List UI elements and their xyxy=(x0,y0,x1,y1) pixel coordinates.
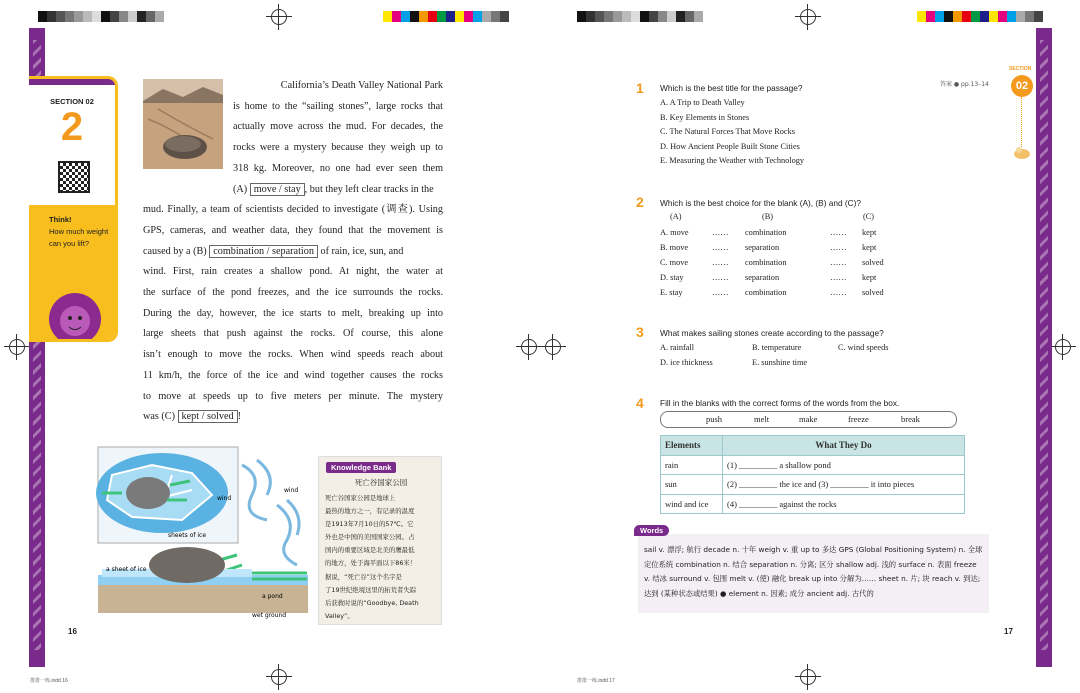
color-bar xyxy=(38,11,164,22)
passage-text: caused by a (B) xyxy=(143,245,207,257)
q2-cell: combination xyxy=(745,257,787,267)
badge-label: SECTION xyxy=(1009,66,1032,72)
cup-icon xyxy=(1012,144,1032,160)
q2-option[interactable]: E. stay xyxy=(660,287,683,297)
q1-option-d[interactable]: D. How Ancient People Built Stone Cities xyxy=(660,141,800,151)
q2-option[interactable]: A. move xyxy=(660,228,689,237)
passage-text: was (C) xyxy=(143,411,175,423)
label-sheets: sheets of ice xyxy=(168,532,207,539)
q2-cell: solved xyxy=(862,287,884,297)
kb-line: 外也是中国的美国国家公园。占 xyxy=(325,533,415,542)
q2-cell: kept xyxy=(862,228,877,237)
blank-b: combination / separation xyxy=(209,245,318,258)
word-melt: melt xyxy=(754,414,770,424)
passage-text: ! xyxy=(237,411,241,423)
passage-line: California’s Death Valley National Park xyxy=(280,80,443,91)
q1-option-c[interactable]: C. The Natural Forces That Move Rocks xyxy=(660,127,795,137)
label-wind-1: wind xyxy=(217,495,232,502)
q1-text: Which is the best title for the passage? xyxy=(660,83,803,93)
q2-cell: …… xyxy=(712,228,729,237)
kb-line: 据说，“死亡谷”这个名字是 xyxy=(325,572,402,581)
word-freeze: freeze xyxy=(848,414,869,424)
passage-line: GPS, cameras, and weather data, they found that the movement is xyxy=(143,224,443,236)
q2-cell: …… xyxy=(712,257,729,267)
label-pond: a pond xyxy=(262,593,283,600)
word-make: make xyxy=(799,414,818,424)
passage-line: mud. Finally, a team of scientists decided to investigate (调查). Using xyxy=(143,204,443,216)
words-box xyxy=(638,534,989,613)
q2-cell: …… xyxy=(830,242,847,252)
ice-diagram xyxy=(92,445,314,625)
reading-passage xyxy=(143,76,443,428)
word-push: push xyxy=(706,414,723,424)
section-tab xyxy=(29,76,118,342)
q3-option-a[interactable]: A. rainfall xyxy=(660,343,695,352)
q2-cell: solved xyxy=(862,257,884,267)
registration-mark xyxy=(266,4,292,30)
passage-line: 318 kg. Moreover, no one had ever seen them xyxy=(233,162,443,174)
footer-left: 排排一练.indd 16 xyxy=(30,678,68,684)
q2-option[interactable]: B. move xyxy=(660,242,689,252)
passage-line: During the day, however, the ice starts to melt, breaking up into xyxy=(143,307,443,319)
passage-line xyxy=(143,242,443,263)
passage-line: large sheets that push against the rocks. Of course, this alone xyxy=(143,328,443,340)
registration-mark xyxy=(795,4,821,30)
kb-line: 了19世纪绝境这里的拓荒者失踪 xyxy=(325,585,417,594)
word-break: break xyxy=(901,414,920,424)
words-title: Words xyxy=(634,525,669,536)
passage-line: isn’t enough to move the rocks. When wind speeds reach about xyxy=(143,349,443,361)
q2-header-b: (B) xyxy=(762,212,774,221)
q2-cell: combination xyxy=(745,228,787,237)
q4-text: Fill in the blanks with the correct forms of the words from the box. xyxy=(660,398,900,408)
think-title: Think! xyxy=(49,215,72,224)
color-bar xyxy=(577,11,703,22)
footer-right: 排排一练.indd 17 xyxy=(577,678,615,684)
q4-row-answer[interactable]: (4) _________ against the rocks xyxy=(723,494,965,514)
registration-mark xyxy=(4,334,30,360)
q2-cell: …… xyxy=(830,228,847,237)
q1-option-a[interactable]: A. A Trip to Death Valley xyxy=(660,98,745,107)
q3-option-e[interactable]: E. sunshine time xyxy=(752,358,808,367)
q2-cell: …… xyxy=(712,242,729,252)
q3-option-b[interactable]: B. temperature xyxy=(752,343,802,352)
section-label: SECTION 02 xyxy=(50,97,94,106)
q2-cell: …… xyxy=(712,287,729,297)
qr-code xyxy=(58,161,90,193)
think-text: How much weight can you lift? xyxy=(49,227,109,248)
kb-line: 后获救时说的“Goodbye, Death xyxy=(325,598,419,607)
q2-text: Which is the best choice for the blank (A), (B) and (C)? xyxy=(660,198,862,208)
blank-label-a: (A) xyxy=(233,183,248,195)
badge-number: 02 xyxy=(1011,75,1033,97)
q4-row-answer[interactable]: (1) _________ a shallow pond xyxy=(723,455,965,475)
color-bar xyxy=(917,11,1043,22)
passage-line: 11 km/h, the force of the ice and wind together causes the rocks xyxy=(143,369,443,381)
q3-number: 3 xyxy=(636,324,644,340)
q2-cell: combination xyxy=(745,287,787,297)
q4-col-elements: Elements xyxy=(661,436,723,456)
q4-row-element: rain xyxy=(661,455,723,475)
words-text: sail v. 漂浮; 航行 decade n. 十年 weigh v. 重 up to 多达 GPS (Global Positioning System) n. 全球定位系统 combination n. 结合 separation n. 分离; 区分 shallow adj. 浅的 surface n. 表面 freeze v. 结冰 surround v. 包围 melt v. (使) 融化 break up into 分解为…… sheet n. 片; 块 reach v. 到达; 达到 (某种状态或结果) ● element n. 因素; 成分 ancient adj. 古代的 xyxy=(644,545,983,598)
passage-line xyxy=(143,180,443,201)
registration-mark xyxy=(266,664,292,690)
knowledge-bank-subtitle: 死亡谷国家公园 xyxy=(354,478,408,487)
q1-number: 1 xyxy=(636,80,644,96)
section-number: 2 xyxy=(60,105,84,149)
q4-row-element: wind and ice xyxy=(661,494,723,514)
color-bar xyxy=(383,11,509,22)
page-number-right: 17 xyxy=(1004,627,1013,636)
q3-option-d[interactable]: D. ice thickness xyxy=(660,358,713,367)
label-wind-2: wind xyxy=(284,487,299,494)
band-pattern xyxy=(1040,40,1048,650)
kb-line: 是1913年7月10日的57℃。它 xyxy=(325,520,414,529)
q2-cell: separation xyxy=(745,242,780,252)
q1-option-b[interactable]: B. Key Elements in Stones xyxy=(660,112,750,122)
q1-option-e[interactable]: E. Measuring the Weather with Technology xyxy=(660,156,805,166)
q1-options xyxy=(660,96,804,169)
knowledge-bank-text xyxy=(325,492,441,623)
knowledge-bank-title: Knowledge Bank xyxy=(326,462,396,473)
q2-cell: …… xyxy=(830,287,847,297)
q2-cell: kept xyxy=(862,242,877,252)
kb-line: 最热的地方之一，有记录的温度 xyxy=(325,507,415,516)
q2-header-a: (A) xyxy=(670,212,682,221)
passage-line: to move at speeds up to five meters per minute. The mystery xyxy=(143,390,443,402)
registration-mark xyxy=(516,334,542,360)
passage-line: actually move across the mud. For decades, the xyxy=(233,121,443,133)
passage-text: , but they left clear tracks in the xyxy=(304,183,434,195)
label-sheet: a sheet of ice xyxy=(106,566,147,573)
kb-line: 的地方，处于海平面以下86米！ xyxy=(325,559,417,568)
registration-mark xyxy=(1050,334,1076,360)
answer-ref: 答案 ● pp.13–14 xyxy=(940,81,989,88)
q3-text: What makes sailing stones create according to the passage? xyxy=(660,328,884,338)
q2-cell: …… xyxy=(830,257,847,267)
q4-col-what: What They Do xyxy=(723,436,965,456)
q3-option-c[interactable]: C. wind speeds xyxy=(838,343,889,352)
passage-line: is home to the “sailing stones”, large rocks that xyxy=(233,100,443,112)
label-wet-ground: wet ground xyxy=(252,612,287,619)
word-box xyxy=(660,411,957,428)
registration-mark xyxy=(795,664,821,690)
q2-option[interactable]: D. stay xyxy=(660,272,684,282)
passage-line xyxy=(143,407,443,428)
page-number-left: 16 xyxy=(68,627,77,636)
blank-c: kept / solved xyxy=(178,410,238,423)
kb-line: 国内的重要区域是北美的鹰最低 xyxy=(325,546,415,555)
q2-header-c: (C) xyxy=(863,212,875,221)
q2-cell: …… xyxy=(712,272,729,282)
registration-mark xyxy=(540,334,566,360)
section-badge xyxy=(1005,66,1035,106)
blank-a: move / stay xyxy=(250,183,305,196)
q4-number: 4 xyxy=(636,395,644,411)
q4-table xyxy=(660,435,965,514)
q4-row-element: sun xyxy=(661,475,723,495)
knowledge-bank xyxy=(318,456,442,625)
kb-line: Valley”。 xyxy=(325,611,354,620)
lion-icon xyxy=(45,289,109,342)
passage-text: of rain, ice, sun, and xyxy=(320,245,404,257)
kb-line: 死亡谷国家公园是地球上 xyxy=(325,494,396,502)
passage-line: the surface of the pond freezes, and the ice surrounds the rocks. xyxy=(143,287,443,299)
q2-option[interactable]: C. move xyxy=(660,257,689,267)
q2-cell: …… xyxy=(830,272,847,282)
passage-line: rocks were a mystery because they weigh up to xyxy=(233,142,443,154)
q4-row-answer[interactable]: (2) _________ the ice and (3) _________ it into pieces xyxy=(723,475,965,495)
q2-cell: separation xyxy=(745,272,780,282)
q2-number: 2 xyxy=(636,194,644,210)
passage-line: wind. First, rain creates a shallow pond. At night, the water at xyxy=(143,266,443,278)
think-box xyxy=(29,205,115,342)
q2-cell: kept xyxy=(862,272,877,282)
